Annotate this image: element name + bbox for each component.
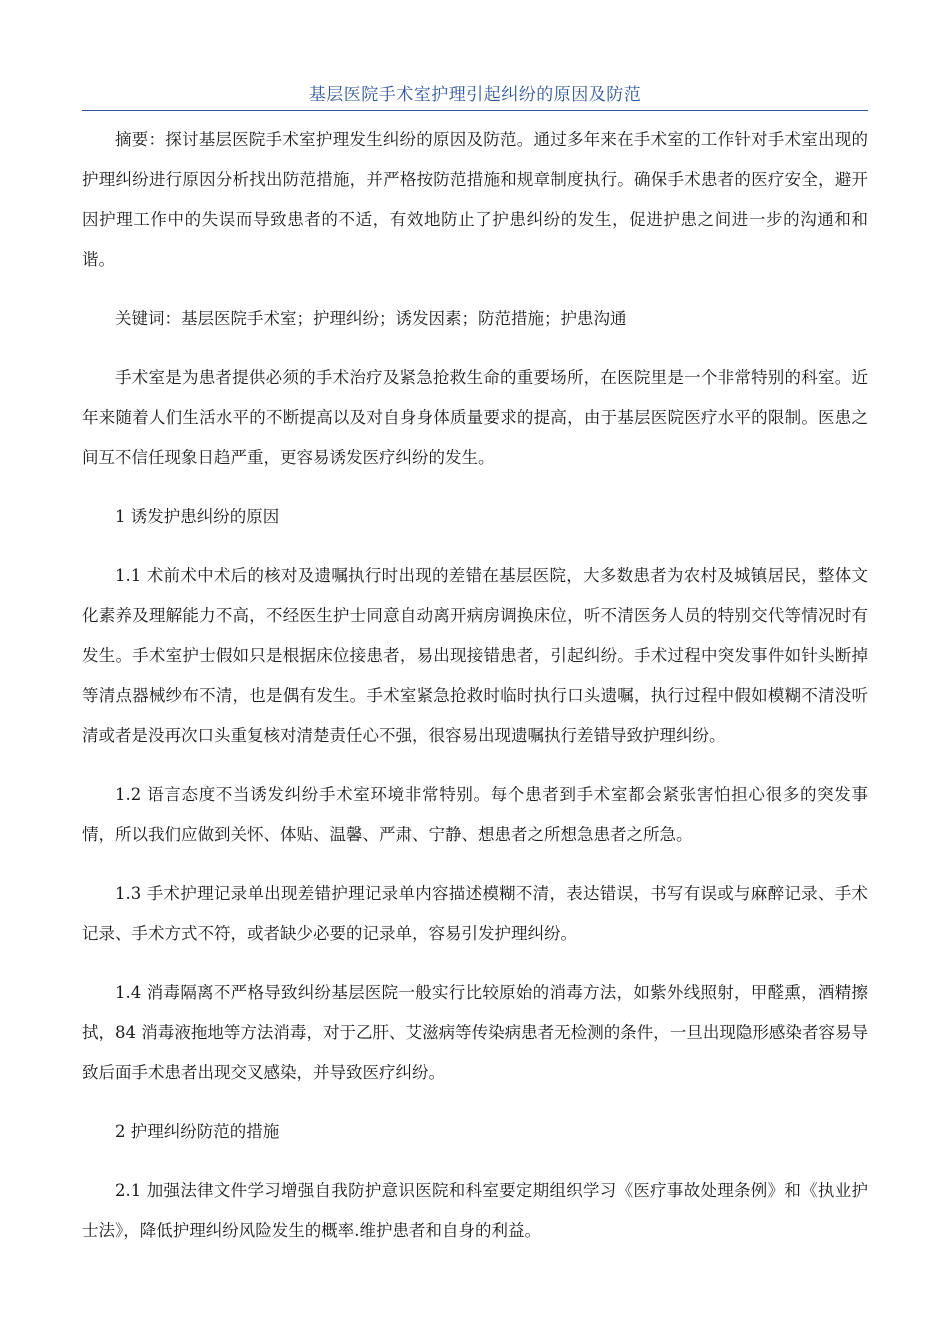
- header-title: 基层医院手术室护理引起纠纷的原因及防范: [308, 85, 642, 105]
- abstract-paragraph: 摘要：探讨基层医院手术室护理发生纠纷的原因及防范。通过多年来在手术室的工作针对手术室出现的护理纠纷进行原因分析找出防范措施，并严格按防范措施和规章制度执行。确保手术患者的医疗安全，避开因护理工作中的失误而导致患者的不适，有效地防止了护患纠纷的发生，促进护患之间进一步的沟通和和谐。: [82, 130, 868, 269]
- section-1-heading: 1 诱发护患纠纷的原因: [115, 507, 280, 526]
- section-1-3-paragraph: 1.3 手术护理记录单出现差错护理记录单内容描述模糊不清，表达错误，书写有误或与麻醉记录、手术记录、手术方式不符，或者缺少必要的记录单，容易引发护理纠纷。: [82, 884, 868, 943]
- section-1-4-paragraph: 1.4 消毒隔离不严格导致纠纷基层医院一般实行比较原始的消毒方法，如紫外线照射，甲醛熏，酒精擦拭，84 消毒液拖地等方法消毒，对于乙肝、艾滋病等传染病患者无检测的条件，一旦出现隐形感染者容易导致后面手术患者出现交叉感染，并导致医疗纠纷。: [82, 983, 868, 1082]
- section-2-1-paragraph: 2.1 加强法律文件学习增强自我防护意识医院和科室要定期组织学习《医疗事故处理条例》和《执业护士法》，降低护理纠纷风险发生的概率.维护患者和自身的利益。: [82, 1181, 868, 1240]
- page-header: [82, 80, 868, 111]
- section-1-1-paragraph: 1.1 术前术中术后的核对及遗嘱执行时出现的差错在基层医院，大多数患者为农村及城镇居民，整体文化素养及理解能力不高，不经医生护士同意自动离开病房调换床位，听不清医务人员的特别交代等情况时有发生。手术室护士假如只是根据床位接患者，易出现接错患者，引起纠纷。手术过程中突发事件如针头断掉等清点器械纱布不清，也是偶有发生。手术室紧急抢救时临时执行口头遗嘱，执行过程中假如模糊不清没听清或者是没再次口头重复核对清楚责任心不强，很容易出现遗嘱执行差错导致护理纠纷。: [82, 566, 868, 745]
- document-body: [82, 120, 868, 1270]
- intro-paragraph: 手术室是为患者提供必须的手术治疗及紧急抢救生命的重要场所，在医院里是一个非常特别的科室。近年来随着人们生活水平的不断提高以及对自身身体质量要求的提高，由于基层医院医疗水平的限制。医患之间互不信任现象日趋严重，更容易诱发医疗纠纷的发生。: [82, 368, 868, 467]
- keywords-paragraph: 关键词：基层医院手术室；护理纠纷；诱发因素；防范措施；护患沟通: [115, 309, 627, 328]
- section-2-heading: 2 护理纠纷防范的措施: [115, 1122, 280, 1141]
- section-1-2-paragraph: 1.2 语言态度不当诱发纠纷手术室环境非常特别。每个患者到手术室都会紧张害怕担心很多的突发事情，所以我们应做到关怀、体贴、温馨、严肃、宁静、想患者之所想急患者之所急。: [82, 785, 868, 844]
